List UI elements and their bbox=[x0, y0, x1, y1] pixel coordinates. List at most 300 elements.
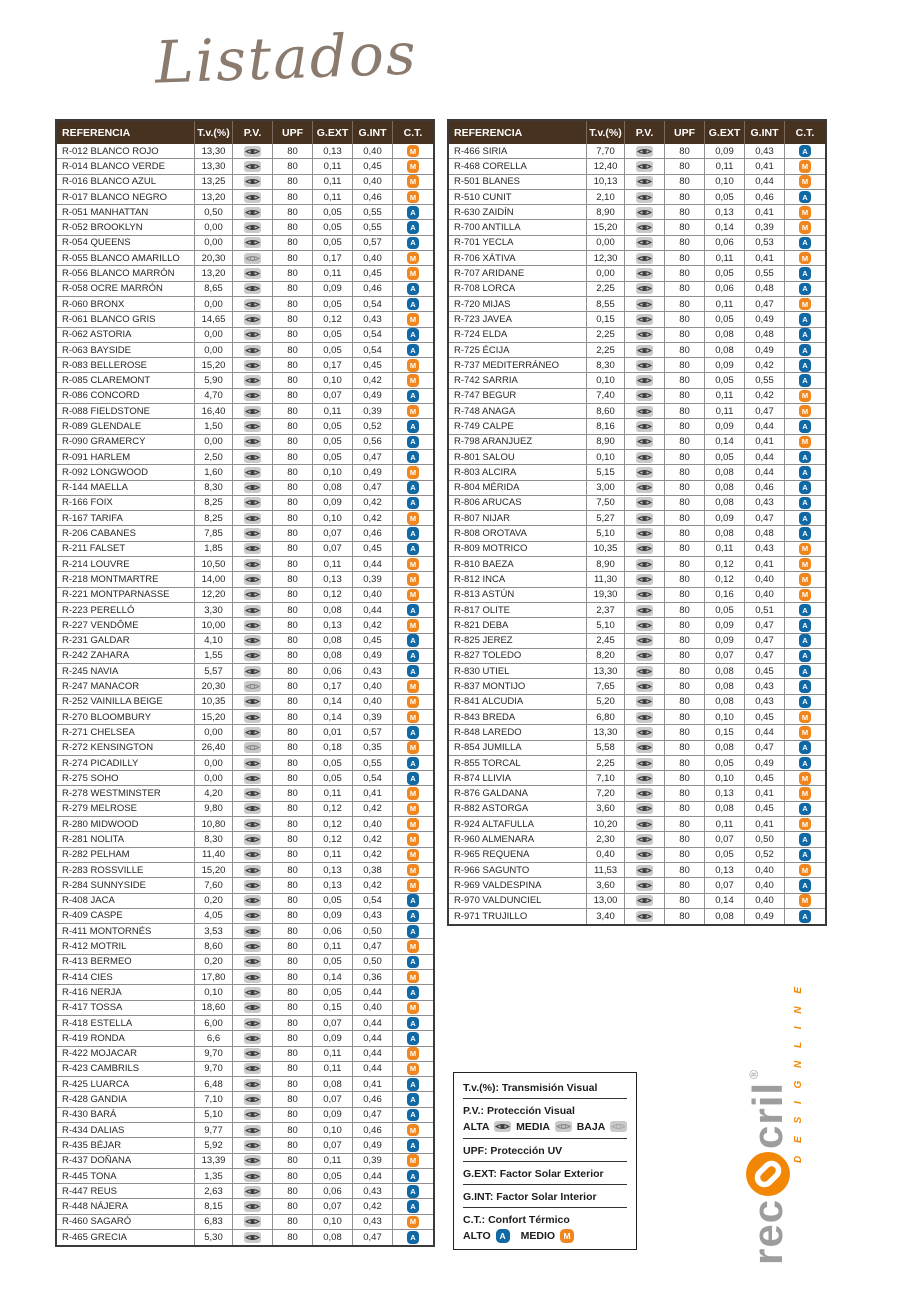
tv-cell: 6,83 bbox=[195, 1215, 233, 1229]
pv-cell bbox=[625, 496, 665, 510]
pv-cell bbox=[233, 266, 273, 280]
ct-cell bbox=[785, 710, 825, 724]
tv-cell: 10,20 bbox=[587, 817, 625, 831]
gext-cell: 0,08 bbox=[705, 343, 745, 357]
confort-badge-a: A bbox=[407, 481, 420, 494]
pv-cell bbox=[233, 603, 273, 617]
reference-cell: R-052 BROOKLYN bbox=[57, 220, 195, 234]
pv-cell bbox=[233, 863, 273, 877]
reference-cell: R-510 CUNIT bbox=[449, 190, 587, 204]
table-row bbox=[57, 236, 433, 251]
gint-cell: 0,42 bbox=[745, 389, 785, 403]
reference-cell: R-425 LUARCA bbox=[57, 1077, 195, 1091]
confort-badge-a: A bbox=[407, 910, 420, 923]
reference-cell: R-798 ARANJUEZ bbox=[449, 435, 587, 449]
upf-cell: 80 bbox=[273, 970, 313, 984]
upf-cell: 80 bbox=[273, 1016, 313, 1030]
tv-cell: 19,30 bbox=[587, 588, 625, 602]
tv-cell: 15,20 bbox=[587, 220, 625, 234]
tv-cell: 3,53 bbox=[195, 924, 233, 938]
pv-eye-alta-icon bbox=[244, 192, 261, 203]
gext-cell: 0,06 bbox=[705, 282, 745, 296]
tv-cell: 12,20 bbox=[195, 588, 233, 602]
reference-cell: R-223 PERELLÓ bbox=[57, 603, 195, 617]
gint-cell: 0,42 bbox=[353, 496, 393, 510]
tv-cell: 0,00 bbox=[587, 236, 625, 250]
gext-cell: 0,11 bbox=[313, 159, 353, 173]
pv-eye-alta-icon bbox=[244, 941, 261, 952]
gint-cell: 0,44 bbox=[353, 603, 393, 617]
table-row bbox=[57, 588, 433, 603]
confort-badge-a: A bbox=[407, 604, 420, 617]
upf-cell: 80 bbox=[665, 373, 705, 387]
gint-cell: 0,40 bbox=[353, 588, 393, 602]
tv-cell: 5,57 bbox=[195, 664, 233, 678]
table-row bbox=[57, 465, 433, 480]
confort-badge-a: A bbox=[799, 451, 812, 464]
table-row bbox=[449, 878, 825, 893]
table-row bbox=[449, 832, 825, 847]
confort-badge-a: A bbox=[799, 879, 812, 892]
upf-cell: 80 bbox=[273, 664, 313, 678]
tv-cell: 10,50 bbox=[195, 557, 233, 571]
confort-badge-m: M bbox=[799, 589, 812, 602]
reference-cell: R-166 FOIX bbox=[57, 496, 195, 510]
gint-cell: 0,39 bbox=[745, 220, 785, 234]
tv-cell: 26,40 bbox=[195, 741, 233, 755]
gint-cell: 0,42 bbox=[353, 878, 393, 892]
reference-cell: R-737 MEDITERRÁNEO bbox=[449, 358, 587, 372]
pv-eye-alta-icon bbox=[636, 467, 653, 478]
ct-cell bbox=[393, 588, 433, 602]
tv-cell: 13,30 bbox=[587, 664, 625, 678]
upf-cell: 80 bbox=[665, 802, 705, 816]
gext-cell: 0,05 bbox=[313, 450, 353, 464]
confort-badge-m: M bbox=[407, 849, 420, 862]
gint-cell: 0,41 bbox=[745, 251, 785, 265]
confort-badge-m: M bbox=[407, 680, 420, 693]
gint-cell: 0,43 bbox=[745, 695, 785, 709]
confort-badge-a: A bbox=[799, 466, 812, 479]
gext-cell: 0,06 bbox=[313, 1184, 353, 1198]
reference-cell: R-085 CLAREMONT bbox=[57, 373, 195, 387]
ct-cell bbox=[785, 894, 825, 908]
tv-cell: 5,15 bbox=[587, 465, 625, 479]
gint-cell: 0,44 bbox=[353, 1062, 393, 1076]
reference-cell: R-813 ASTÚN bbox=[449, 588, 587, 602]
gint-cell: 0,52 bbox=[353, 419, 393, 433]
table-header-row bbox=[57, 121, 433, 144]
pv-cell bbox=[625, 664, 665, 678]
reference-cell: R-272 KENSINGTON bbox=[57, 741, 195, 755]
upf-cell: 80 bbox=[665, 894, 705, 908]
pv-eye-alta-icon bbox=[636, 605, 653, 616]
upf-cell: 80 bbox=[273, 358, 313, 372]
table-row bbox=[57, 526, 433, 541]
gint-cell: 0,47 bbox=[745, 618, 785, 632]
confort-badge-a: A bbox=[799, 328, 812, 341]
table-row bbox=[57, 481, 433, 496]
confort-badge-m: M bbox=[407, 833, 420, 846]
ct-cell bbox=[393, 572, 433, 586]
ct-cell bbox=[785, 236, 825, 250]
confort-badge-m: M bbox=[407, 359, 420, 372]
upf-cell: 80 bbox=[665, 649, 705, 663]
upf-cell: 80 bbox=[273, 557, 313, 571]
pv-eye-alta-icon bbox=[244, 207, 261, 218]
pv-cell bbox=[625, 190, 665, 204]
reference-cell: R-409 CASPE bbox=[57, 909, 195, 923]
ct-cell bbox=[393, 863, 433, 877]
pv-eye-alta-icon bbox=[244, 819, 261, 830]
gext-cell: 0,11 bbox=[313, 939, 353, 953]
tv-cell: 1,50 bbox=[195, 419, 233, 433]
upf-cell: 80 bbox=[273, 266, 313, 280]
gint-cell: 0,49 bbox=[353, 1138, 393, 1152]
confort-badge-a: A bbox=[799, 680, 812, 693]
table-row bbox=[57, 741, 433, 756]
gint-cell: 0,48 bbox=[745, 328, 785, 342]
table-row bbox=[449, 496, 825, 511]
reference-cell: R-809 MOTRICO bbox=[449, 542, 587, 556]
pv-cell bbox=[625, 649, 665, 663]
table-row bbox=[57, 618, 433, 633]
table-row bbox=[449, 511, 825, 526]
reference-cell: R-837 MONTIJO bbox=[449, 679, 587, 693]
tv-cell: 8,15 bbox=[195, 1199, 233, 1213]
ct-cell bbox=[785, 175, 825, 189]
pv-cell bbox=[625, 205, 665, 219]
pv-cell bbox=[233, 1047, 273, 1061]
pv-eye-alta-icon bbox=[244, 176, 261, 187]
upf-cell: 80 bbox=[273, 1154, 313, 1168]
table-row bbox=[449, 144, 825, 159]
gint-cell: 0,49 bbox=[353, 389, 393, 403]
ct-cell bbox=[785, 419, 825, 433]
table-row bbox=[57, 1169, 433, 1184]
upf-cell: 80 bbox=[273, 419, 313, 433]
reference-cell: R-270 BLOOMBURY bbox=[57, 710, 195, 724]
gext-cell: 0,14 bbox=[705, 894, 745, 908]
legend-panel bbox=[453, 1072, 637, 1250]
tv-cell: 0,10 bbox=[195, 985, 233, 999]
gext-cell: 0,05 bbox=[313, 343, 353, 357]
ct-cell bbox=[393, 634, 433, 648]
table-row bbox=[57, 878, 433, 893]
upf-cell: 80 bbox=[273, 190, 313, 204]
ct-cell bbox=[785, 251, 825, 265]
reference-cell: R-428 GANDIA bbox=[57, 1092, 195, 1106]
pv-eye-alta-icon bbox=[244, 849, 261, 860]
pv-cell bbox=[233, 373, 273, 387]
pv-cell bbox=[233, 832, 273, 846]
gint-cell: 0,54 bbox=[353, 894, 393, 908]
gint-cell: 0,47 bbox=[745, 404, 785, 418]
reference-cell: R-206 CABANES bbox=[57, 526, 195, 540]
reference-cell: R-801 SALOU bbox=[449, 450, 587, 464]
upf-cell: 80 bbox=[273, 1230, 313, 1245]
upf-cell: 80 bbox=[273, 450, 313, 464]
table-row bbox=[449, 282, 825, 297]
tv-cell: 7,70 bbox=[587, 144, 625, 158]
reference-cell: R-278 WESTMINSTER bbox=[57, 786, 195, 800]
pv-eye-alta-icon bbox=[636, 758, 653, 769]
table-row bbox=[449, 618, 825, 633]
ct-cell bbox=[785, 771, 825, 785]
tv-cell: 10,35 bbox=[195, 695, 233, 709]
upf-cell: 80 bbox=[273, 343, 313, 357]
upf-cell: 80 bbox=[273, 220, 313, 234]
legend-divider bbox=[463, 1098, 627, 1099]
confort-badge-a: A bbox=[407, 497, 420, 510]
pv-cell bbox=[625, 771, 665, 785]
pv-cell bbox=[233, 282, 273, 296]
pv-eye-alta-icon bbox=[636, 880, 653, 891]
upf-cell: 80 bbox=[273, 939, 313, 953]
reference-cell: R-167 TARIFA bbox=[57, 511, 195, 525]
gint-cell: 0,44 bbox=[745, 450, 785, 464]
reference-cell: R-284 SUNNYSIDE bbox=[57, 878, 195, 892]
pv-cell bbox=[233, 618, 273, 632]
ct-cell bbox=[393, 144, 433, 158]
pv-cell bbox=[625, 618, 665, 632]
reference-cell: R-089 GLENDALE bbox=[57, 419, 195, 433]
ct-cell bbox=[785, 909, 825, 924]
gint-cell: 0,47 bbox=[353, 481, 393, 495]
tv-cell: 0,10 bbox=[587, 450, 625, 464]
pv-cell bbox=[233, 511, 273, 525]
confort-badge-a: A bbox=[799, 344, 812, 357]
pv-eye-alta-icon bbox=[244, 314, 261, 325]
pv-cell bbox=[233, 1108, 273, 1122]
confort-badge-a: A bbox=[407, 328, 420, 341]
pv-cell bbox=[233, 297, 273, 311]
gint-cell: 0,45 bbox=[353, 358, 393, 372]
pv-eye-alta-icon bbox=[244, 482, 261, 493]
confort-badge-a: A bbox=[407, 634, 420, 647]
confort-badge-m: M bbox=[799, 436, 812, 449]
pv-eye-alta-icon bbox=[244, 222, 261, 233]
gext-cell: 0,07 bbox=[313, 1199, 353, 1213]
pv-eye-alta-icon bbox=[244, 712, 261, 723]
gext-cell: 0,05 bbox=[705, 373, 745, 387]
pv-eye-alta-icon bbox=[636, 696, 653, 707]
upf-cell: 80 bbox=[665, 526, 705, 540]
gint-cell: 0,47 bbox=[745, 634, 785, 648]
ct-cell bbox=[393, 419, 433, 433]
confort-badge-a: A bbox=[407, 1200, 420, 1213]
reference-cell: R-725 ÉCIJA bbox=[449, 343, 587, 357]
table-row bbox=[449, 557, 825, 572]
confort-badge-m: M bbox=[799, 405, 812, 418]
confort-badge-a: A bbox=[407, 772, 420, 785]
gint-cell: 0,47 bbox=[745, 649, 785, 663]
pv-cell bbox=[233, 1230, 273, 1245]
pv-cell bbox=[233, 634, 273, 648]
pv-cell bbox=[625, 741, 665, 755]
upf-cell: 80 bbox=[273, 175, 313, 189]
pv-cell bbox=[233, 1169, 273, 1183]
tv-cell: 4,70 bbox=[195, 389, 233, 403]
ct-cell bbox=[393, 481, 433, 495]
pv-eye-alta-icon bbox=[244, 436, 261, 447]
upf-cell: 80 bbox=[273, 894, 313, 908]
upf-cell: 80 bbox=[273, 389, 313, 403]
gext-cell: 0,14 bbox=[313, 710, 353, 724]
ct-cell bbox=[393, 404, 433, 418]
gext-cell: 0,07 bbox=[313, 1016, 353, 1030]
table-row bbox=[57, 939, 433, 954]
tv-cell: 7,50 bbox=[587, 496, 625, 510]
reference-cell: R-806 ARUCAS bbox=[449, 496, 587, 510]
pv-eye-alta-icon bbox=[636, 283, 653, 294]
reference-cell: R-882 ASTORGA bbox=[449, 802, 587, 816]
gext-cell: 0,13 bbox=[313, 878, 353, 892]
reference-cell: R-804 MÉRIDA bbox=[449, 481, 587, 495]
gint-cell: 0,41 bbox=[745, 205, 785, 219]
gext-cell: 0,11 bbox=[705, 159, 745, 173]
ct-cell bbox=[785, 848, 825, 862]
ct-cell bbox=[393, 175, 433, 189]
table-row bbox=[449, 894, 825, 909]
table-row bbox=[57, 1077, 433, 1092]
tv-cell: 9,77 bbox=[195, 1123, 233, 1137]
pv-cell bbox=[625, 725, 665, 739]
gext-cell: 0,07 bbox=[313, 1138, 353, 1152]
confort-badge-a: A bbox=[799, 512, 812, 525]
reference-cell: R-017 BLANCO NEGRO bbox=[57, 190, 195, 204]
reference-cell: R-411 MONTORNÉS bbox=[57, 924, 195, 938]
ct-cell bbox=[785, 373, 825, 387]
table-row bbox=[57, 603, 433, 618]
gint-cell: 0,52 bbox=[745, 848, 785, 862]
table-row bbox=[449, 465, 825, 480]
table-row bbox=[57, 664, 433, 679]
gext-cell: 0,08 bbox=[705, 802, 745, 816]
reference-cell: R-807 NIJAR bbox=[449, 511, 587, 525]
table-row bbox=[449, 481, 825, 496]
brand-text-pre: rec bbox=[744, 1198, 791, 1265]
gext-cell: 0,05 bbox=[313, 419, 353, 433]
ct-cell bbox=[393, 695, 433, 709]
ct-cell bbox=[393, 389, 433, 403]
confort-badge-m: M bbox=[799, 726, 812, 739]
tv-cell: 8,90 bbox=[587, 557, 625, 571]
pv-eye-alta-icon bbox=[244, 956, 261, 967]
table-row bbox=[449, 817, 825, 832]
gint-cell: 0,43 bbox=[745, 144, 785, 158]
reference-cell: R-854 JUMILLA bbox=[449, 741, 587, 755]
pv-cell bbox=[233, 1199, 273, 1213]
reference-cell: R-063 BAYSIDE bbox=[57, 343, 195, 357]
gint-cell: 0,54 bbox=[353, 297, 393, 311]
reference-cell: R-701 YECLA bbox=[449, 236, 587, 250]
upf-cell: 80 bbox=[273, 924, 313, 938]
pv-cell bbox=[233, 1123, 273, 1137]
upf-cell: 80 bbox=[665, 435, 705, 449]
table-row bbox=[57, 358, 433, 373]
pv-cell bbox=[625, 343, 665, 357]
gext-cell: 0,05 bbox=[705, 450, 745, 464]
gint-cell: 0,48 bbox=[745, 526, 785, 540]
gext-cell: 0,14 bbox=[313, 695, 353, 709]
table-row bbox=[57, 251, 433, 266]
upf-cell: 80 bbox=[273, 481, 313, 495]
upf-cell: 80 bbox=[273, 909, 313, 923]
ct-cell bbox=[393, 1154, 433, 1168]
gint-cell: 0,47 bbox=[745, 297, 785, 311]
gint-cell: 0,41 bbox=[745, 557, 785, 571]
tv-cell: 1,35 bbox=[195, 1169, 233, 1183]
upf-cell: 80 bbox=[665, 205, 705, 219]
upf-cell: 80 bbox=[273, 542, 313, 556]
reference-cell: R-501 BLANES bbox=[449, 175, 587, 189]
gext-cell: 0,08 bbox=[705, 481, 745, 495]
confort-badge-a: A bbox=[799, 237, 812, 250]
brand-wordmark bbox=[746, 980, 790, 1265]
tv-cell: 5,10 bbox=[587, 526, 625, 540]
gint-cell: 0,45 bbox=[745, 710, 785, 724]
pv-cell bbox=[233, 328, 273, 342]
gint-cell: 0,42 bbox=[353, 1199, 393, 1213]
ct-cell bbox=[393, 465, 433, 479]
tv-cell: 5,90 bbox=[195, 373, 233, 387]
tv-cell: 8,30 bbox=[587, 358, 625, 372]
gext-cell: 0,08 bbox=[705, 664, 745, 678]
table-row bbox=[57, 1199, 433, 1214]
table-row bbox=[449, 312, 825, 327]
ct-cell bbox=[785, 435, 825, 449]
confort-badge-m: M bbox=[407, 971, 420, 984]
pv-eye-alta-icon bbox=[636, 712, 653, 723]
tv-cell: 13,30 bbox=[195, 159, 233, 173]
pv-eye-alta-icon bbox=[244, 926, 261, 937]
pv-eye-alta-icon bbox=[636, 574, 653, 585]
pv-eye-alta-icon bbox=[636, 911, 653, 922]
reference-cell: R-876 GALDANA bbox=[449, 786, 587, 800]
pv-eye-alta-icon bbox=[636, 146, 653, 157]
ct-cell bbox=[785, 389, 825, 403]
gint-cell: 0,55 bbox=[745, 266, 785, 280]
ct-cell bbox=[393, 1230, 433, 1245]
pv-eye-alta-icon bbox=[244, 650, 261, 661]
tv-cell: 15,20 bbox=[195, 863, 233, 877]
gint-cell: 0,47 bbox=[353, 450, 393, 464]
ct-cell bbox=[393, 756, 433, 770]
pv-cell bbox=[233, 695, 273, 709]
tv-cell: 5,10 bbox=[195, 1108, 233, 1122]
tv-cell: 14,65 bbox=[195, 312, 233, 326]
pv-cell bbox=[625, 786, 665, 800]
confort-badge-m: M bbox=[799, 711, 812, 724]
gext-cell: 0,11 bbox=[313, 1062, 353, 1076]
table-row bbox=[57, 786, 433, 801]
gext-cell: 0,08 bbox=[313, 1077, 353, 1091]
column-header: P.V. bbox=[625, 121, 665, 144]
gint-cell: 0,43 bbox=[745, 542, 785, 556]
tv-cell: 20,30 bbox=[195, 679, 233, 693]
gint-cell: 0,44 bbox=[353, 1016, 393, 1030]
confort-badge-a: A bbox=[799, 696, 812, 709]
pv-cell bbox=[625, 817, 665, 831]
ct-cell bbox=[393, 297, 433, 311]
gext-cell: 0,05 bbox=[313, 771, 353, 785]
upf-cell: 80 bbox=[273, 205, 313, 219]
tv-cell: 0,00 bbox=[195, 343, 233, 357]
pv-eye-alta-icon bbox=[244, 574, 261, 585]
upf-cell: 80 bbox=[665, 404, 705, 418]
confort-badge-a: A bbox=[799, 665, 812, 678]
